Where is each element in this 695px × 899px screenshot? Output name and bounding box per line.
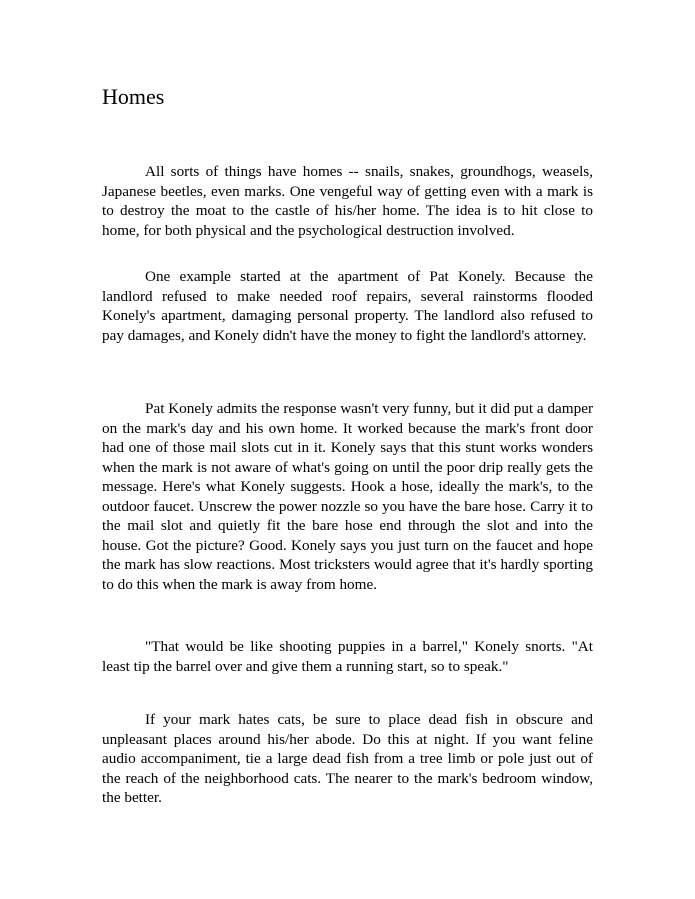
paragraph-dead-fish: If your mark hates cats, be sure to place dead fish in obscure and unpleasant places around his/her abode. Do this at night. If you want feline audio accompaniment, tie a large dead fish from a tree limb or pole just out of the reach of the neighborhood cats. The nearer to the mark's bedroom window, the better. (102, 711, 593, 806)
paragraph-mail-slot-hose: Pat Konely admits the response wasn't very funny, but it did put a damper on the mark's day and his own home. It worked because the mark's front door had one of those mail slots cut in it. Konely says that this stunt works wonders when the mark is not aware of what's going on until the poor drip really gets the message. Here's what Konely suggests. Hook a hose, ideally the mark's, to the outdoor faucet. Unscrew the power nozzle so you have the bare hose. Carry it to the mail slot and quietly fit the bare hose end through the slot and into the house. Got the picture? Good. Konely says you just turn on the faucet and hope the mark has slow reactions. Most tricksters would agree that it's hardly sporting to do this when the mark is away from home. (102, 400, 594, 593)
paragraph-homes-intro: All sorts of things have homes -- snails, snakes, groundhogs, weasels, Japanese beetles, even marks. One vengeful way of getting even with a mark is to destroy the moat to the castle of his/her home. The idea is to hit close to home, for both physical and the psychological destruction involved. (102, 163, 593, 239)
paragraph-konely-quote: "That would be like shooting puppies in a barrel," Konely snorts. "At least tip the barrel over and give them a running start, so to speak." (102, 638, 593, 675)
page-title: Homes (102, 84, 165, 109)
paragraph-konely-apartment: One example started at the apartment of Pat Konely. Because the landlord refused to make needed roof repairs, several rainstorms flooded Konely's apartment, damaging personal property. The landlord also refused to pay damages, and Konely didn't have the money to fight the landlord's attorney. (102, 268, 593, 344)
